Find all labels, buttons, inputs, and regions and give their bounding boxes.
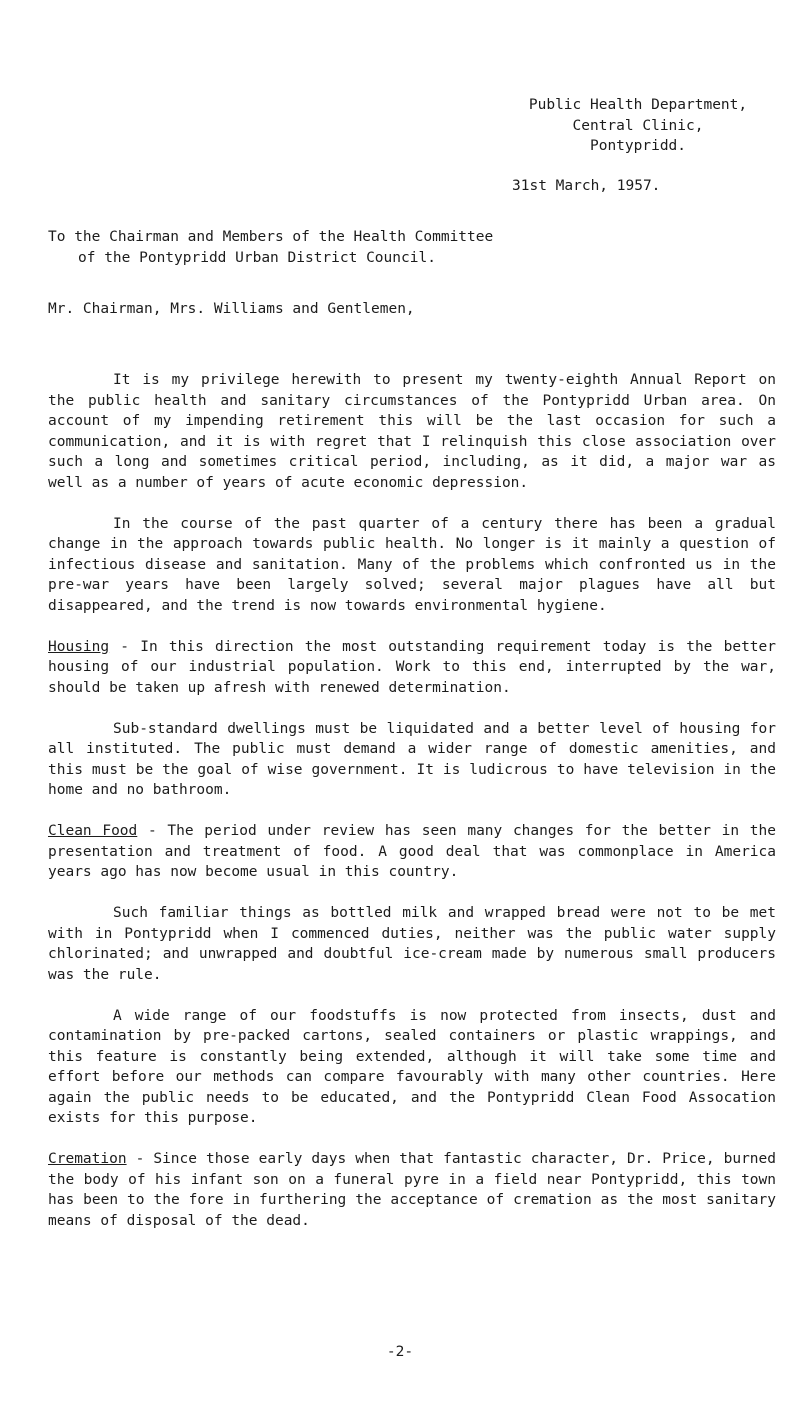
letter-date: 31st March, 1957. xyxy=(512,178,661,194)
address-line-clinic: Central Clinic, xyxy=(572,117,704,134)
address-line-department: Public Health Department, xyxy=(528,97,748,113)
salutation: Mr. Chairman, Mrs. Williams and Gentlemen, xyxy=(48,301,415,317)
letter-body xyxy=(48,370,776,1252)
sender-address xyxy=(488,95,788,157)
paragraph-cremation xyxy=(48,1149,776,1231)
recipient-block xyxy=(48,227,768,268)
paragraph-sub-standard-dwellings: Sub-standard dwellings must be liquidated and a better level of housing for all instituted. The public must demand a wider range of domestic amenities, and this must be the goal of wise government. It is ludicrous to have television in the home and no bathroom. xyxy=(48,720,776,798)
paragraph-foodstuffs-protection: A wide range of our foodstuffs is now protected from insects, dust and contamination by pre-packed cartons, sealed containers or plastic wrappings, and this feature is constantly being extended, although it will take some time and effort before our methods can compare favourably with many other countries. Here again the public needs to be educated, and the Pontypridd Clean Food Assocation exists for this purpose. xyxy=(48,1007,776,1126)
recipient-line-2: of the Pontypridd Urban District Council. xyxy=(78,249,436,266)
section-heading-cremation: Cremation xyxy=(48,1151,127,1167)
recipient-line-1: To the Chairman and Members of the Health Committee xyxy=(48,229,494,245)
page-number: -2- xyxy=(386,1344,414,1360)
clean-food-text: - The period under review has seen many changes for the better in the presentation and treatment of food. A good deal that was commonplace in America years ago has now become usual in this country. xyxy=(48,823,776,880)
section-heading-clean-food: Clean Food xyxy=(48,823,138,839)
paragraph-introduction: It is my privilege herewith to present my twenty-eighth Annual Report on the public health and sanitary circumstances of the Pontypridd Urban area. On account of my impending retirement this will be the last occasion for such a communication, and it is with regret that I relinquish this close association over such a long and sometimes critical period, including, as it did, a major war as well as a number of years of acute economic depression. xyxy=(48,372,776,491)
address-line-town: Pontypridd. xyxy=(589,138,687,154)
paragraph-housing xyxy=(48,637,776,699)
paragraph-public-health-change: In the course of the past quarter of a century there has been a gradual change in the approach towards public health. No longer is it mainly a question of infectious disease and sanitation. Many of the problems which confronted us in the pre-war years have been largely solved; several major plagues have all but disappeared, and the trend is now towards environmental hygiene. xyxy=(48,515,776,614)
paragraph-clean-food xyxy=(48,821,776,883)
cremation-text: - Since those early days when that fantastic character, Dr. Price, burned the body of his infant son on a funeral pyre in a field near Pontypridd, this town has been to the fore in furthering the acceptance of cremation as the most sanitary means of disposal of the dead. xyxy=(48,1151,776,1229)
housing-text: - In this direction the most outstanding requirement today is the better housing of our industrial population. Work to this end, interrupted by the war, should be taken up afresh with renewed determination. xyxy=(48,638,776,696)
paragraph-familiar-things: Such familiar things as bottled milk and wrapped bread were not to be met with in Pontypridd when I commenced duties, neither was the public water supply chlorinated; and unwrapped and doubtful ice-cream made by numerous small producers was the rule. xyxy=(48,905,776,983)
section-heading-housing: Housing xyxy=(48,638,110,655)
